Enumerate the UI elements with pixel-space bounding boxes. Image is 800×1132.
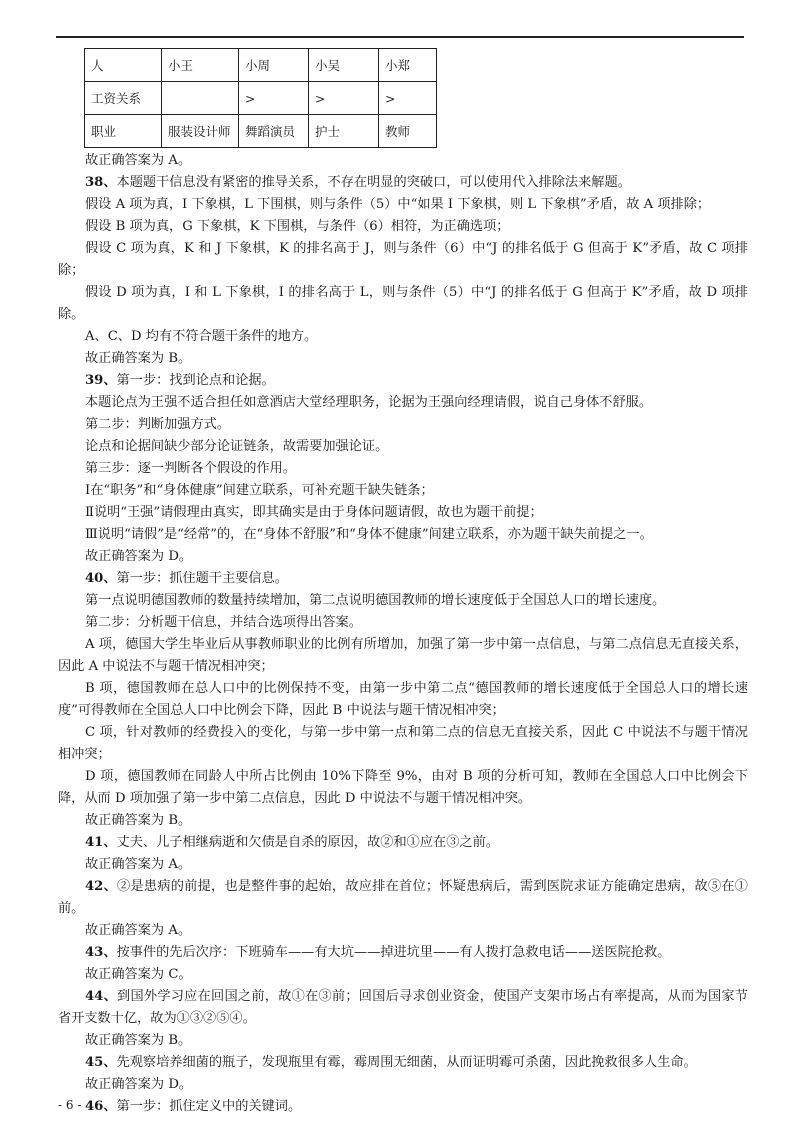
paragraph-text: 假设 C 项为真，K 和 J 下象棋，K 的排名高于 J，则与条件（6）中“J 的排名低于 G 但高于 K”矛盾，故 C 项排除；: [58, 241, 748, 278]
answer-explanations: [58, 150, 748, 1118]
question-number: 39、: [85, 373, 117, 388]
table-row-header: 职业: [85, 115, 162, 148]
explanation-paragraph: [58, 238, 748, 282]
table-row: [85, 115, 437, 148]
question-number: 45、: [85, 1055, 117, 1070]
table-cell: 服装设计师: [162, 115, 239, 148]
explanation-paragraph: [58, 348, 748, 370]
explanation-paragraph: [58, 480, 748, 502]
explanation-paragraph: [58, 1074, 748, 1096]
paragraph-text: 故正确答案为 A。: [85, 857, 192, 872]
salary-profession-table: [84, 48, 437, 148]
paragraph-text: 先观察培养细菌的瓶子，发现瓶里有霉，霉周围无细菌，从而证明霉可杀菌，因此挽救很多人生命。: [116, 1055, 697, 1070]
question-number: 44、: [85, 989, 118, 1004]
paragraph-text: 按事件的先后次序：下班骑车——有大坑——掉进坑里——有人拨打急救电话——送医院抢救。: [116, 945, 671, 960]
table-cell: >: [379, 82, 437, 115]
paragraph-text: 假设 D 项为真，I 和 L 下象棋，I 的排名高于 L，则与条件（5）中“J 的排名低于 G 但高于 K”矛盾，故 D 项排除。: [58, 285, 748, 322]
table-row-header: 人: [85, 49, 162, 82]
question-number: 42、: [85, 879, 118, 894]
question-paragraph: [58, 370, 748, 392]
table-row: [85, 82, 437, 115]
table-cell: 小王: [162, 49, 239, 82]
paragraph-text: 第二步：分析题干信息，并结合选项得出答案。: [85, 615, 362, 630]
paragraph-text: A、C、D 均有不符合题干条件的地方。: [85, 329, 318, 344]
table-cell: [162, 82, 239, 115]
question-number: 40、: [85, 571, 117, 586]
explanation-paragraph: [58, 194, 748, 216]
paragraph-text: 故正确答案为 D。: [85, 549, 193, 564]
paragraph-text: 故正确答案为 A。: [85, 153, 192, 168]
paragraph-text: Ⅱ说明“王强”请假理由真实，即其确实是由于身体问题请假，故也为题干前提；: [85, 505, 543, 520]
header-rule: [56, 36, 744, 38]
question-number: 46、: [85, 1099, 117, 1114]
paragraph-text: A 项，德国大学生毕业后从事教师职业的比例有所增加，加强了第一步中第一点信息，与第二点信息无直接关系，因此 A 中说法不与题干情况相冲突；: [58, 637, 748, 674]
explanation-paragraph: [58, 524, 748, 546]
explanation-paragraph: [58, 810, 748, 832]
question-paragraph: [58, 876, 748, 920]
explanation-paragraph: [58, 414, 748, 436]
explanation-paragraph: [58, 326, 748, 348]
explanation-paragraph: [58, 678, 748, 722]
explanation-paragraph: [58, 436, 748, 458]
explanation-paragraph: [58, 590, 748, 612]
question-number: 43、: [85, 945, 117, 960]
paragraph-text: D 项，德国教师在同龄人中所占比例由 10%下降至 9%，由对 B 项的分析可知，教师在全国总人口中比例会下降，从而 D 项加强了第一步中第二点信息，因此 D 中说法不与题干情况相冲突。: [58, 769, 748, 806]
paragraph-text: 第一步：抓住题干主要信息。: [116, 571, 288, 586]
paragraph-text: 本题题干信息没有紧密的推导关系，不存在明显的突破口，可以使用代入排除法来解题。: [116, 175, 631, 190]
paragraph-text: 故正确答案为 A。: [85, 923, 192, 938]
paragraph-text: 故正确答案为 C。: [85, 967, 192, 982]
question-number: 41、: [85, 835, 117, 850]
page-number: - 6 -: [58, 1098, 82, 1112]
explanation-paragraph: [58, 150, 748, 172]
explanation-paragraph: [58, 964, 748, 986]
question-paragraph: [58, 942, 748, 964]
explanation-paragraph: [58, 766, 748, 810]
explanation-paragraph: [58, 1030, 748, 1052]
explanation-paragraph: [58, 546, 748, 568]
paragraph-text: 假设 B 项为真，G 下象棋，K 下围棋，与条件（6）相符，为正确选项；: [85, 219, 510, 234]
question-paragraph: [58, 986, 748, 1030]
paragraph-text: 第一步：抓住定义中的关键词。: [116, 1099, 302, 1114]
table-cell: 教师: [379, 115, 437, 148]
question-paragraph: [58, 1052, 748, 1074]
question-paragraph: [58, 1096, 748, 1118]
explanation-paragraph: [58, 502, 748, 524]
paragraph-text: 第一点说明德国教师的数量持续增加，第二点说明德国教师的增长速度低于全国总人口的增长速度。: [85, 593, 666, 608]
paragraph-text: 故正确答案为 B。: [85, 1033, 192, 1048]
paragraph-text: 故正确答案为 D。: [85, 1077, 193, 1092]
explanation-paragraph: [58, 216, 748, 238]
paragraph-text: Ⅰ在“职务”和“身体健康”间建立联系，可补充题干缺失链条；: [85, 483, 434, 498]
explanation-paragraph: [58, 722, 748, 766]
paragraph-text: 第一步：找到论点和论据。: [116, 373, 275, 388]
paragraph-text: 本题论点为王强不适合担任如意酒店大堂经理职务，论据为王强向经理请假，说自己身体不舒服。: [85, 395, 653, 410]
explanation-paragraph: [58, 392, 748, 414]
question-paragraph: [58, 568, 748, 590]
table-cell: 小周: [239, 49, 309, 82]
explanation-paragraph: [58, 854, 748, 876]
paragraph-text: 第二步：判断加强方式。: [85, 417, 231, 432]
explanation-paragraph: [58, 920, 748, 942]
table-cell: 小郑: [379, 49, 437, 82]
question-paragraph: [58, 172, 748, 194]
paragraph-text: 故正确答案为 B。: [85, 351, 192, 366]
explanation-paragraph: [58, 612, 748, 634]
question-number: 38、: [85, 175, 117, 190]
paragraph-text: 故正确答案为 B。: [85, 813, 192, 828]
paragraph-text: Ⅲ说明“请假”是“经常”的，在“身体不舒服”和“身体不健康”间建立联系，亦为题干缺失前提之一。: [85, 527, 653, 542]
table-row-header: 工资关系: [85, 82, 162, 115]
explanation-paragraph: [58, 634, 748, 678]
paragraph-text: C 项，针对教师的经费投入的变化，与第一步中第一点和第二点的信息无直接关系，因此 C 中说法不与题干情况相冲突；: [58, 725, 748, 762]
table-cell: >: [309, 82, 379, 115]
table-cell: 舞蹈演员: [239, 115, 309, 148]
paragraph-text: 丈夫、儿子相继病逝和欠债是自杀的原因，故②和①应在③之前。: [116, 835, 499, 850]
paragraph-text: 到国外学习应在回国之前，故①在③前；回国后寻求创业资金，使国产支架市场占有率提高，从而为国家节省开支数十亿，故为①③②⑤④。: [58, 989, 748, 1026]
table-cell: 小吴: [309, 49, 379, 82]
explanation-paragraph: [58, 458, 748, 480]
table-cell: 护士: [309, 115, 379, 148]
table-cell: >: [239, 82, 309, 115]
paragraph-text: B 项，德国教师在总人口中的比例保持不变，由第一步中第二点“德国教师的增长速度低于全国总人口的增长速度”可得教师在全国总人口中比例会下降，因此 B 中说法与题干情况相冲突；: [58, 681, 748, 718]
table-row: [85, 49, 437, 82]
paragraph-text: 论点和论据间缺少部分论证链条，故需要加强论证。: [85, 439, 389, 454]
paragraph-text: 假设 A 项为真，I 下象棋，L 下围棋，则与条件（5）中“如果 I 下象棋，则 L 下象棋”矛盾，故 A 项排除；: [85, 197, 711, 212]
paragraph-text: 第三步：逐一判断各个假设的作用。: [85, 461, 296, 476]
explanation-paragraph: [58, 282, 748, 326]
question-paragraph: [58, 832, 748, 854]
paragraph-text: ②是患病的前提，也是整件事的起始，故应排在首位；怀疑患病后，需到医院求证方能确定患病，故⑤在①前。: [58, 879, 748, 916]
